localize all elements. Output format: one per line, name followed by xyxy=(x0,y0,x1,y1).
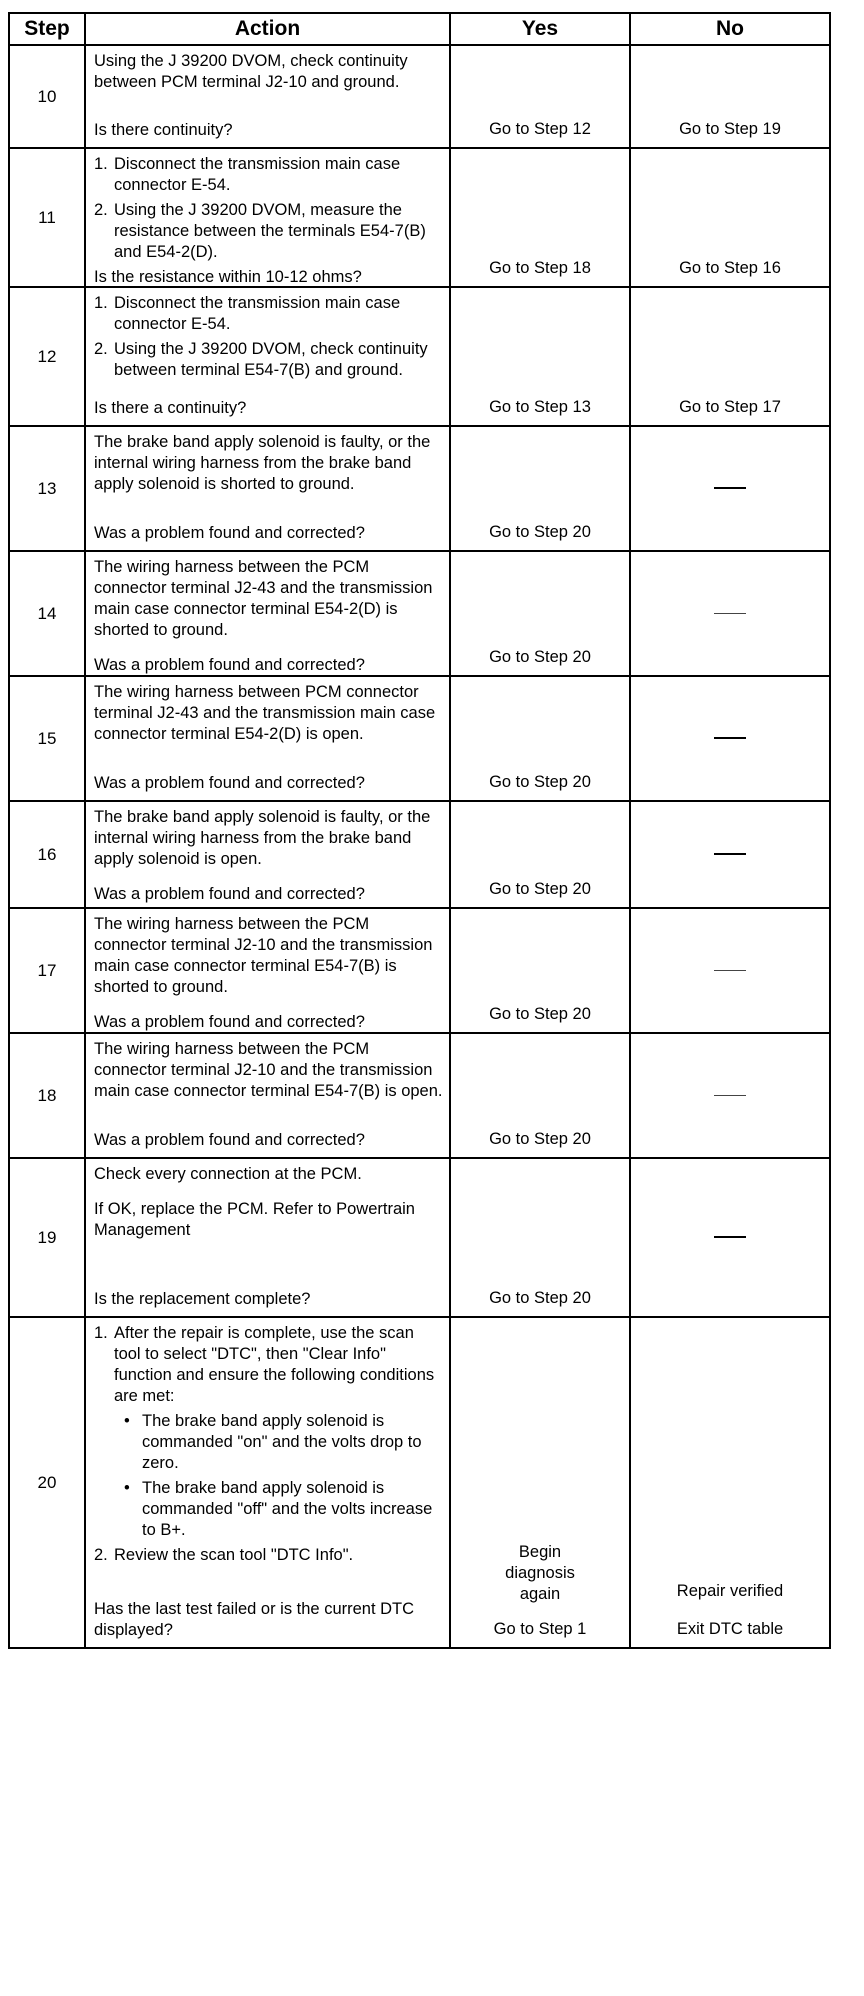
no-result: Go to Step 17 xyxy=(679,398,781,416)
yes-result: Go to Step 18 xyxy=(489,259,591,277)
bullet-item xyxy=(94,1411,443,1474)
no-cell xyxy=(630,1033,830,1158)
numbered-item xyxy=(94,154,443,196)
action-text: The brake band apply solenoid is faulty, or the internal wiring harness from the brake band apply solenoid is open. xyxy=(94,808,431,868)
yes-cell xyxy=(450,45,630,148)
action-text: Check every connection at the PCM. xyxy=(94,1165,362,1183)
no-dash xyxy=(714,1236,746,1238)
action-text: If OK, replace the PCM. Refer to Powertrain Management xyxy=(94,1200,415,1239)
yes-cell xyxy=(450,676,630,801)
step-number: 10 xyxy=(9,45,85,148)
numbered-item xyxy=(94,200,443,263)
bullet-marker: • xyxy=(124,1412,130,1430)
table-row-step-13 xyxy=(9,426,830,551)
action-cell xyxy=(85,908,450,1033)
item-number: 2. xyxy=(94,201,108,219)
numbered-item xyxy=(94,339,443,381)
yes-result: Go to Step 20 xyxy=(489,880,591,898)
table-row-step-11 xyxy=(9,148,830,287)
item-text: Disconnect the transmission main case connector E-54. xyxy=(114,294,401,333)
action-cell xyxy=(85,1317,450,1648)
yes-cell xyxy=(450,551,630,676)
item-number: 1. xyxy=(94,1324,108,1342)
action-text: The wiring harness between the PCM connector terminal J2-10 and the transmission main case connector terminal E54-7(B) is open. xyxy=(94,1040,443,1100)
no-cell xyxy=(630,1158,830,1317)
step-number: 18 xyxy=(9,1033,85,1158)
step-number: 11 xyxy=(9,148,85,287)
no-dash xyxy=(714,970,746,971)
action-cell xyxy=(85,1033,450,1158)
step-number: 17 xyxy=(9,908,85,1033)
yes-result: Go to Step 20 xyxy=(489,1005,591,1023)
item-text: Using the J 39200 DVOM, check continuity between terminal E54-7(B) and ground. xyxy=(114,340,428,379)
yes-cell xyxy=(450,908,630,1033)
action-text: The wiring harness between the PCM connector terminal J2-10 and the transmission main case connector terminal E54-7(B) is shorted to ground. xyxy=(94,915,433,996)
yes-cell xyxy=(450,1033,630,1158)
action-question: Was a problem found and corrected? xyxy=(94,1131,365,1149)
yes-result: Go to Step 20 xyxy=(489,1130,591,1148)
no-cell xyxy=(630,45,830,148)
yes-result: Go to Step 20 xyxy=(489,523,591,541)
yes-cell xyxy=(450,148,630,287)
table-row-step-15 xyxy=(9,676,830,801)
action-text: The brake band apply solenoid is faulty, or the internal wiring harness from the brake band apply solenoid is shorted to ground. xyxy=(94,433,431,493)
item-text: Disconnect the transmission main case connector E-54. xyxy=(114,155,401,194)
action-question: Is the resistance within 10-12 ohms? xyxy=(94,268,362,286)
header-no: No xyxy=(630,13,830,45)
item-text: Using the J 39200 DVOM, measure the resistance between the terminals E54-7(B) and E54-2(D). xyxy=(114,201,426,261)
step-number: 13 xyxy=(9,426,85,551)
action-text: The wiring harness between the PCM connector terminal J2-43 and the transmission main case connector terminal E54-2(D) is shorted to ground. xyxy=(94,558,433,639)
no-cell xyxy=(630,1317,830,1648)
action-question: Is there a continuity? xyxy=(94,399,247,417)
no-cell xyxy=(630,551,830,676)
no-cell xyxy=(630,676,830,801)
action-question: Was a problem found and corrected? xyxy=(94,524,365,542)
action-question: Was a problem found and corrected? xyxy=(94,774,365,792)
action-cell xyxy=(85,676,450,801)
no-result: Go to Step 19 xyxy=(679,120,781,138)
yes-result: Go to Step 13 xyxy=(489,398,591,416)
no-dash xyxy=(714,1095,746,1096)
yes-cell xyxy=(450,801,630,908)
numbered-item xyxy=(94,1323,443,1407)
numbered-item xyxy=(94,293,443,335)
table-row-step-14 xyxy=(9,551,830,676)
action-cell xyxy=(85,287,450,426)
bullet-text: The brake band apply solenoid is commanded "on" and the volts drop to zero. xyxy=(142,1412,422,1472)
action-text: Using the J 39200 DVOM, check continuity between PCM terminal J2-10 and ground. xyxy=(94,52,408,91)
table-row-step-17 xyxy=(9,908,830,1033)
no-cell xyxy=(630,148,830,287)
yes-cell xyxy=(450,1158,630,1317)
yes-result: Begin diagnosis again xyxy=(505,1543,575,1603)
item-text: Review the scan tool "DTC Info". xyxy=(114,1546,354,1564)
step-number: 12 xyxy=(9,287,85,426)
step-number: 14 xyxy=(9,551,85,676)
action-cell xyxy=(85,1158,450,1317)
table-header-row xyxy=(9,13,830,45)
step-number: 15 xyxy=(9,676,85,801)
action-cell xyxy=(85,148,450,287)
action-question: Was a problem found and corrected? xyxy=(94,656,365,674)
no-cell xyxy=(630,908,830,1033)
dtc-diagnostic-table xyxy=(8,12,831,1649)
yes-result: Go to Step 20 xyxy=(489,773,591,791)
action-question: Was a problem found and corrected? xyxy=(94,885,365,903)
no-result: Go to Step 16 xyxy=(679,259,781,277)
yes-cell xyxy=(450,1317,630,1648)
item-number: 2. xyxy=(94,1546,108,1564)
action-question: Is the replacement complete? xyxy=(94,1290,311,1308)
bullet-text: The brake band apply solenoid is commanded "off" and the volts increase to B+. xyxy=(142,1479,433,1539)
step-number: 20 xyxy=(9,1317,85,1648)
item-text: After the repair is complete, use the scan tool to select "DTC", then "Clear Info" function and ensure the following conditions are met: xyxy=(114,1324,435,1405)
item-number: 1. xyxy=(94,294,108,312)
no-result: Repair verified xyxy=(676,1582,784,1600)
no-result-exit: Exit DTC table xyxy=(676,1620,784,1638)
no-cell xyxy=(630,426,830,551)
no-dash xyxy=(714,853,746,855)
table-row-step-10 xyxy=(9,45,830,148)
no-dash xyxy=(714,613,746,614)
step-number: 16 xyxy=(9,801,85,908)
yes-cell xyxy=(450,426,630,551)
action-cell xyxy=(85,45,450,148)
table-row-step-19 xyxy=(9,1158,830,1317)
no-cell xyxy=(630,801,830,908)
header-step: Step xyxy=(9,13,85,45)
yes-cell xyxy=(450,287,630,426)
action-cell xyxy=(85,551,450,676)
yes-result: Go to Step 20 xyxy=(489,648,591,666)
action-cell xyxy=(85,426,450,551)
table-row-step-18 xyxy=(9,1033,830,1158)
action-question: Is there continuity? xyxy=(94,121,233,139)
bullet-marker: • xyxy=(124,1479,130,1497)
yes-result: Go to Step 12 xyxy=(489,120,591,138)
yes-result-goto: Go to Step 1 xyxy=(493,1620,587,1638)
numbered-item xyxy=(94,1545,443,1566)
action-cell xyxy=(85,801,450,908)
step-number: 19 xyxy=(9,1158,85,1317)
no-dash xyxy=(714,487,746,489)
no-dash xyxy=(714,737,746,739)
bullet-item xyxy=(94,1478,443,1541)
header-yes: Yes xyxy=(450,13,630,45)
header-action: Action xyxy=(85,13,450,45)
table-row-step-16 xyxy=(9,801,830,908)
no-cell xyxy=(630,287,830,426)
item-number: 1. xyxy=(94,155,108,173)
yes-result: Go to Step 20 xyxy=(489,1289,591,1307)
table-row-step-20 xyxy=(9,1317,830,1648)
action-question: Was a problem found and corrected? xyxy=(94,1013,365,1031)
table-row-step-12 xyxy=(9,287,830,426)
item-number: 2. xyxy=(94,340,108,358)
action-question: Has the last test failed or is the current DTC displayed? xyxy=(94,1600,415,1639)
action-text: The wiring harness between PCM connector terminal J2-43 and the transmission main case connector terminal E54-2(D) is open. xyxy=(94,683,436,743)
